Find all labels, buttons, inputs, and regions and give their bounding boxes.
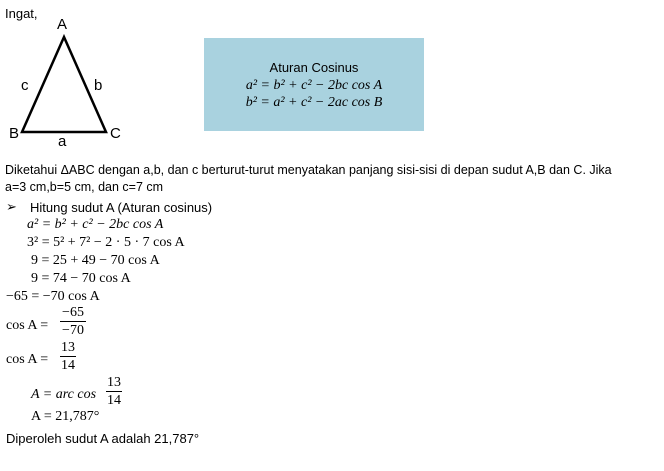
fraction-denominator: 14 [61,358,75,373]
vertex-c-label: C [110,125,121,142]
fraction-bar [106,391,122,392]
formula-box-title: Aturan Cosinus [269,60,359,75]
work-line-1: a² = b² + c² − 2bc cos A [27,217,164,232]
side-c-label: c [21,77,29,94]
work-line-6-fraction [60,305,86,338]
problem-line-1: Diketahui ΔABC dengan a,b, dan c berturut-turut menyatakan panjang sisi-sisi di depan sudut A,B dan C. Jika [5,163,612,177]
work-line-7-fraction [60,340,76,373]
work-line-3: 9 = 25 + 49 − 70 cos A [31,253,160,268]
work-line-9: A = 21,787° [31,409,100,424]
work-line-6-lhs: cos A = [6,318,49,333]
side-a-label: a [58,133,67,150]
conclusion-text: Diperoleh sudut A adalah 21,787° [6,431,200,446]
formula-eq-1: a² = b² + c² − 2bc cos A [245,78,383,93]
fraction-bar [60,356,76,357]
vertex-b-label: B [9,125,20,142]
fraction-bar [60,321,86,322]
step-bullet: ➢ [6,199,17,214]
fraction-numerator: 13 [61,340,75,355]
work-line-2: 3² = 5² + 7² − 2 · 5 · 7 cos A [27,235,185,250]
work-line-4: 9 = 74 − 70 cos A [31,271,131,286]
formula-box [204,38,424,131]
fraction-denominator: 14 [107,393,121,408]
step-heading: Hitung sudut A (Aturan cosinus) [30,200,213,215]
vertex-a-label: A [57,16,68,33]
work-line-5: −65 = −70 cos A [6,289,100,304]
fraction-numerator: 13 [107,375,121,390]
formula-eq-2: b² = a² + c² − 2ac cos B [245,95,383,110]
work-line-8-fraction [106,375,122,408]
work-line-8-lhs: A = arc cos [31,387,97,402]
side-b-label: b [94,77,103,94]
intro-text: Ingat, [5,6,38,21]
fraction-numerator: −65 [62,305,84,320]
problem-line-2: a=3 cm,b=5 cm, dan c=7 cm [5,180,164,194]
work-line-7-lhs: cos A = [6,352,49,367]
fraction-denominator: −70 [62,323,84,338]
